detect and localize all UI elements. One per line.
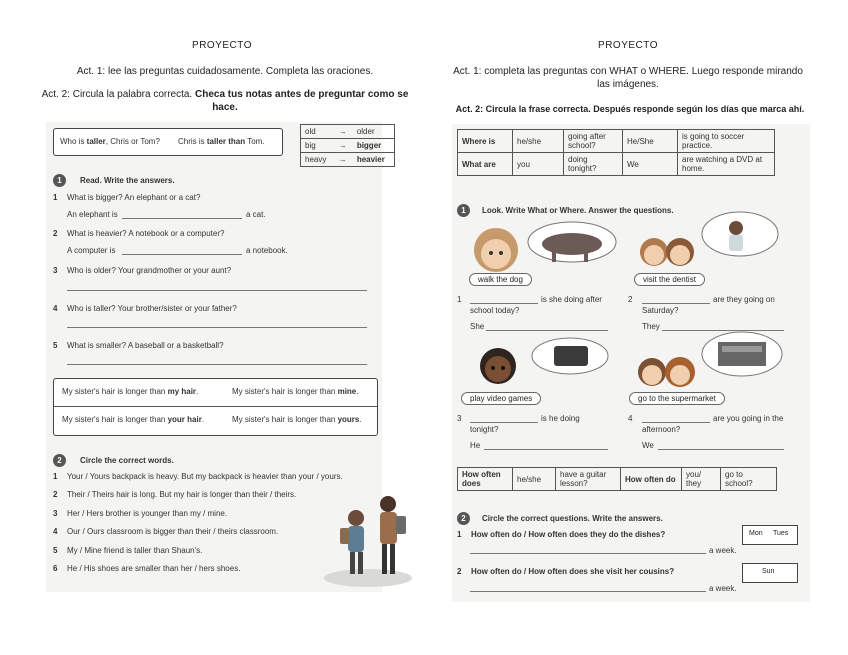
left-ex1-a1-end: a cat.: [246, 210, 266, 219]
right-page-title: PROYECTO: [598, 40, 658, 51]
right-q3-blank[interactable]: [470, 422, 538, 423]
left-ex1-a2-line[interactable]: [122, 254, 242, 255]
possessive-ex-2b: My sister's hair is longer than yours.: [232, 415, 362, 424]
right-ex2-badge: 2: [457, 512, 470, 525]
right-q1-blank[interactable]: [470, 303, 538, 304]
possessive-example-box: [53, 378, 378, 436]
left-ex2-item: 4 Our / Ours classroom is bigger than their / theirs classroom.: [53, 527, 279, 536]
right-ex2-a1-suffix: a week.: [709, 546, 737, 555]
how-often-table: [457, 467, 777, 491]
left-ex1-a4-line[interactable]: [67, 327, 367, 328]
right-act1-instruction: Act. 1: completa las preguntas con WHAT o WHERE. Luego responde mirando las imágenes.: [453, 66, 803, 90]
left-ex2-item: 2 Their / Theirs hair is long. But my hair is longer than their / theirs.: [53, 490, 297, 499]
left-ex2-item: 5 My / Mine friend is taller than Shaun's.: [53, 546, 203, 555]
calendar-day-sun: Sun: [762, 568, 775, 575]
table-row: Where is he/she going after school? He/She is going to soccer practice.: [458, 130, 775, 153]
right-q2-text: are they going on: [713, 295, 775, 304]
calendar-days-box-2: [742, 563, 798, 583]
left-ex2-title: Circle the correct words.: [80, 456, 174, 465]
right-ex2-a2-line[interactable]: [470, 591, 706, 592]
left-ex1-q4: 4 Who is taller? Your brother/sister or your father?: [53, 304, 237, 313]
right-ex1-title: Look. Write What or Where. Answer the questions.: [482, 206, 674, 215]
left-ex1-a3-line[interactable]: [67, 290, 367, 291]
left-act2-bold: Checa tus notas antes de preguntar como se hace.: [195, 89, 409, 113]
left-ex1-a1-line[interactable]: [122, 218, 242, 219]
activity-label-walk-the-dog: walk the dog: [469, 273, 532, 286]
right-q3-text: is he doing: [541, 414, 580, 423]
right-ex2-a1-line[interactable]: [470, 553, 706, 554]
right-q3-text-2: tonight?: [470, 425, 499, 434]
calendar-day-tues: Tues: [773, 530, 789, 537]
right-q1-number: 1: [457, 295, 462, 304]
comparatives-table: [300, 124, 395, 167]
right-ex2-title: Circle the correct questions. Write the answers.: [482, 514, 663, 523]
right-q4-text: are you going in the: [713, 414, 784, 423]
comparative-example-box: [53, 128, 283, 156]
right-ex1-badge: 1: [457, 204, 470, 217]
right-q2-answer-start: They: [642, 322, 660, 331]
possessive-ex-1b: My sister's hair is longer than mine.: [232, 387, 359, 396]
right-q1-text: is she doing after: [541, 295, 602, 304]
where-what-table: [457, 129, 775, 176]
comparative-row: heavy → heavier: [301, 153, 395, 167]
right-act2-instruction: Act. 2: Circula la frase correcta. Después responde según los días que marca ahí.: [455, 104, 805, 114]
left-ex1-a5-line[interactable]: [67, 364, 367, 365]
left-ex1-a1-start: An elephant is: [67, 210, 118, 219]
right-q2-blank[interactable]: [642, 303, 710, 304]
left-ex2-item: 3 Her / Hers brother is younger than my / mine.: [53, 509, 228, 518]
left-ex1-q1: 1 What is bigger? An elephant or a cat?: [53, 193, 201, 202]
left-ex1-title: Read. Write the answers.: [80, 176, 175, 185]
right-q4-blank[interactable]: [642, 422, 710, 423]
left-ex1-q2: 2 What is heavier? A notebook or a computer?: [53, 229, 225, 238]
kids-with-backpacks-illustration: [322, 488, 414, 588]
right-q4-text-2: afternoon?: [642, 425, 681, 434]
left-act1-instruction: Act. 1: lee las preguntas cuidadosamente. Completa las oraciones.: [76, 66, 374, 77]
right-ex2-q1: 1 How often do / How often does they do the dishes?: [457, 530, 666, 539]
right-ex2-q2: 2 How often do / How often does she visit her cousins?: [457, 567, 675, 576]
right-q3-answer-start: He: [470, 441, 481, 450]
kids-thinking-of-dentist-illustration: [632, 210, 782, 276]
left-ex1-badge: 1: [53, 174, 66, 187]
right-q4-answer-line[interactable]: [658, 449, 784, 450]
kids-thinking-of-supermarket-illustration: [630, 330, 785, 396]
activity-label-play-video-games: play video games: [461, 392, 541, 405]
left-act2-text: Act. 2: Circula la palabra correcta.: [41, 89, 195, 100]
left-ex1-q5: 5 What is smaller? A baseball or a basketball?: [53, 341, 224, 350]
right-q4-answer-start: We: [642, 441, 654, 450]
comparative-row: old → older: [301, 125, 395, 139]
table-row: What are you doing tonight? We are watching a DVD at home.: [458, 153, 775, 176]
example-answer: Chris is taller than Tom.: [178, 137, 265, 146]
calendar-days-box-1: [742, 525, 798, 545]
right-q1-answer-line[interactable]: [486, 330, 608, 331]
right-q1-answer-start: She: [470, 322, 485, 331]
left-act2-instruction: [30, 88, 420, 114]
girl-thinking-of-dog-illustration: [464, 220, 619, 278]
left-page-title: PROYECTO: [192, 40, 252, 51]
boy-thinking-of-video-games-illustration: [466, 336, 616, 394]
activity-label-visit-the-dentist: visit the dentist: [634, 273, 705, 286]
left-ex1-a2-end: a notebook.: [246, 246, 288, 255]
right-q3-answer-line[interactable]: [484, 449, 608, 450]
left-ex2-item: 6 He / His shoes are smaller than her / hers shoes.: [53, 564, 241, 573]
example-question: Who is taller, Chris or Tom?: [60, 137, 160, 146]
calendar-day-mon: Mon: [749, 530, 763, 537]
right-ex2-a2-suffix: a week.: [709, 584, 737, 593]
right-q3-number: 3: [457, 414, 462, 423]
right-q2-text-2: Saturday?: [642, 306, 679, 315]
right-q2-number: 2: [628, 295, 633, 304]
left-ex2-item: 1 Your / Yours backpack is heavy. But my backpack is heavier than your / yours.: [53, 472, 343, 481]
right-q4-number: 4: [628, 414, 633, 423]
activity-label-go-to-the-supermarket: go to the supermarket: [629, 392, 725, 405]
table-row: How often does he/she have a guitar lesson? How often do you/ they go to school?: [458, 468, 777, 491]
possessive-ex-1a: My sister's hair is longer than my hair.: [62, 387, 199, 396]
left-ex1-q3: 3 Who is older? Your grandmother or your aunt?: [53, 266, 232, 275]
left-ex2-badge: 2: [53, 454, 66, 467]
left-ex1-a2-start: A computer is: [67, 246, 116, 255]
possessive-ex-2a: My sister's hair is longer than your hair.: [62, 415, 205, 424]
comparative-row: big → bigger: [301, 139, 395, 153]
right-q1-text-2: school today?: [470, 306, 520, 315]
